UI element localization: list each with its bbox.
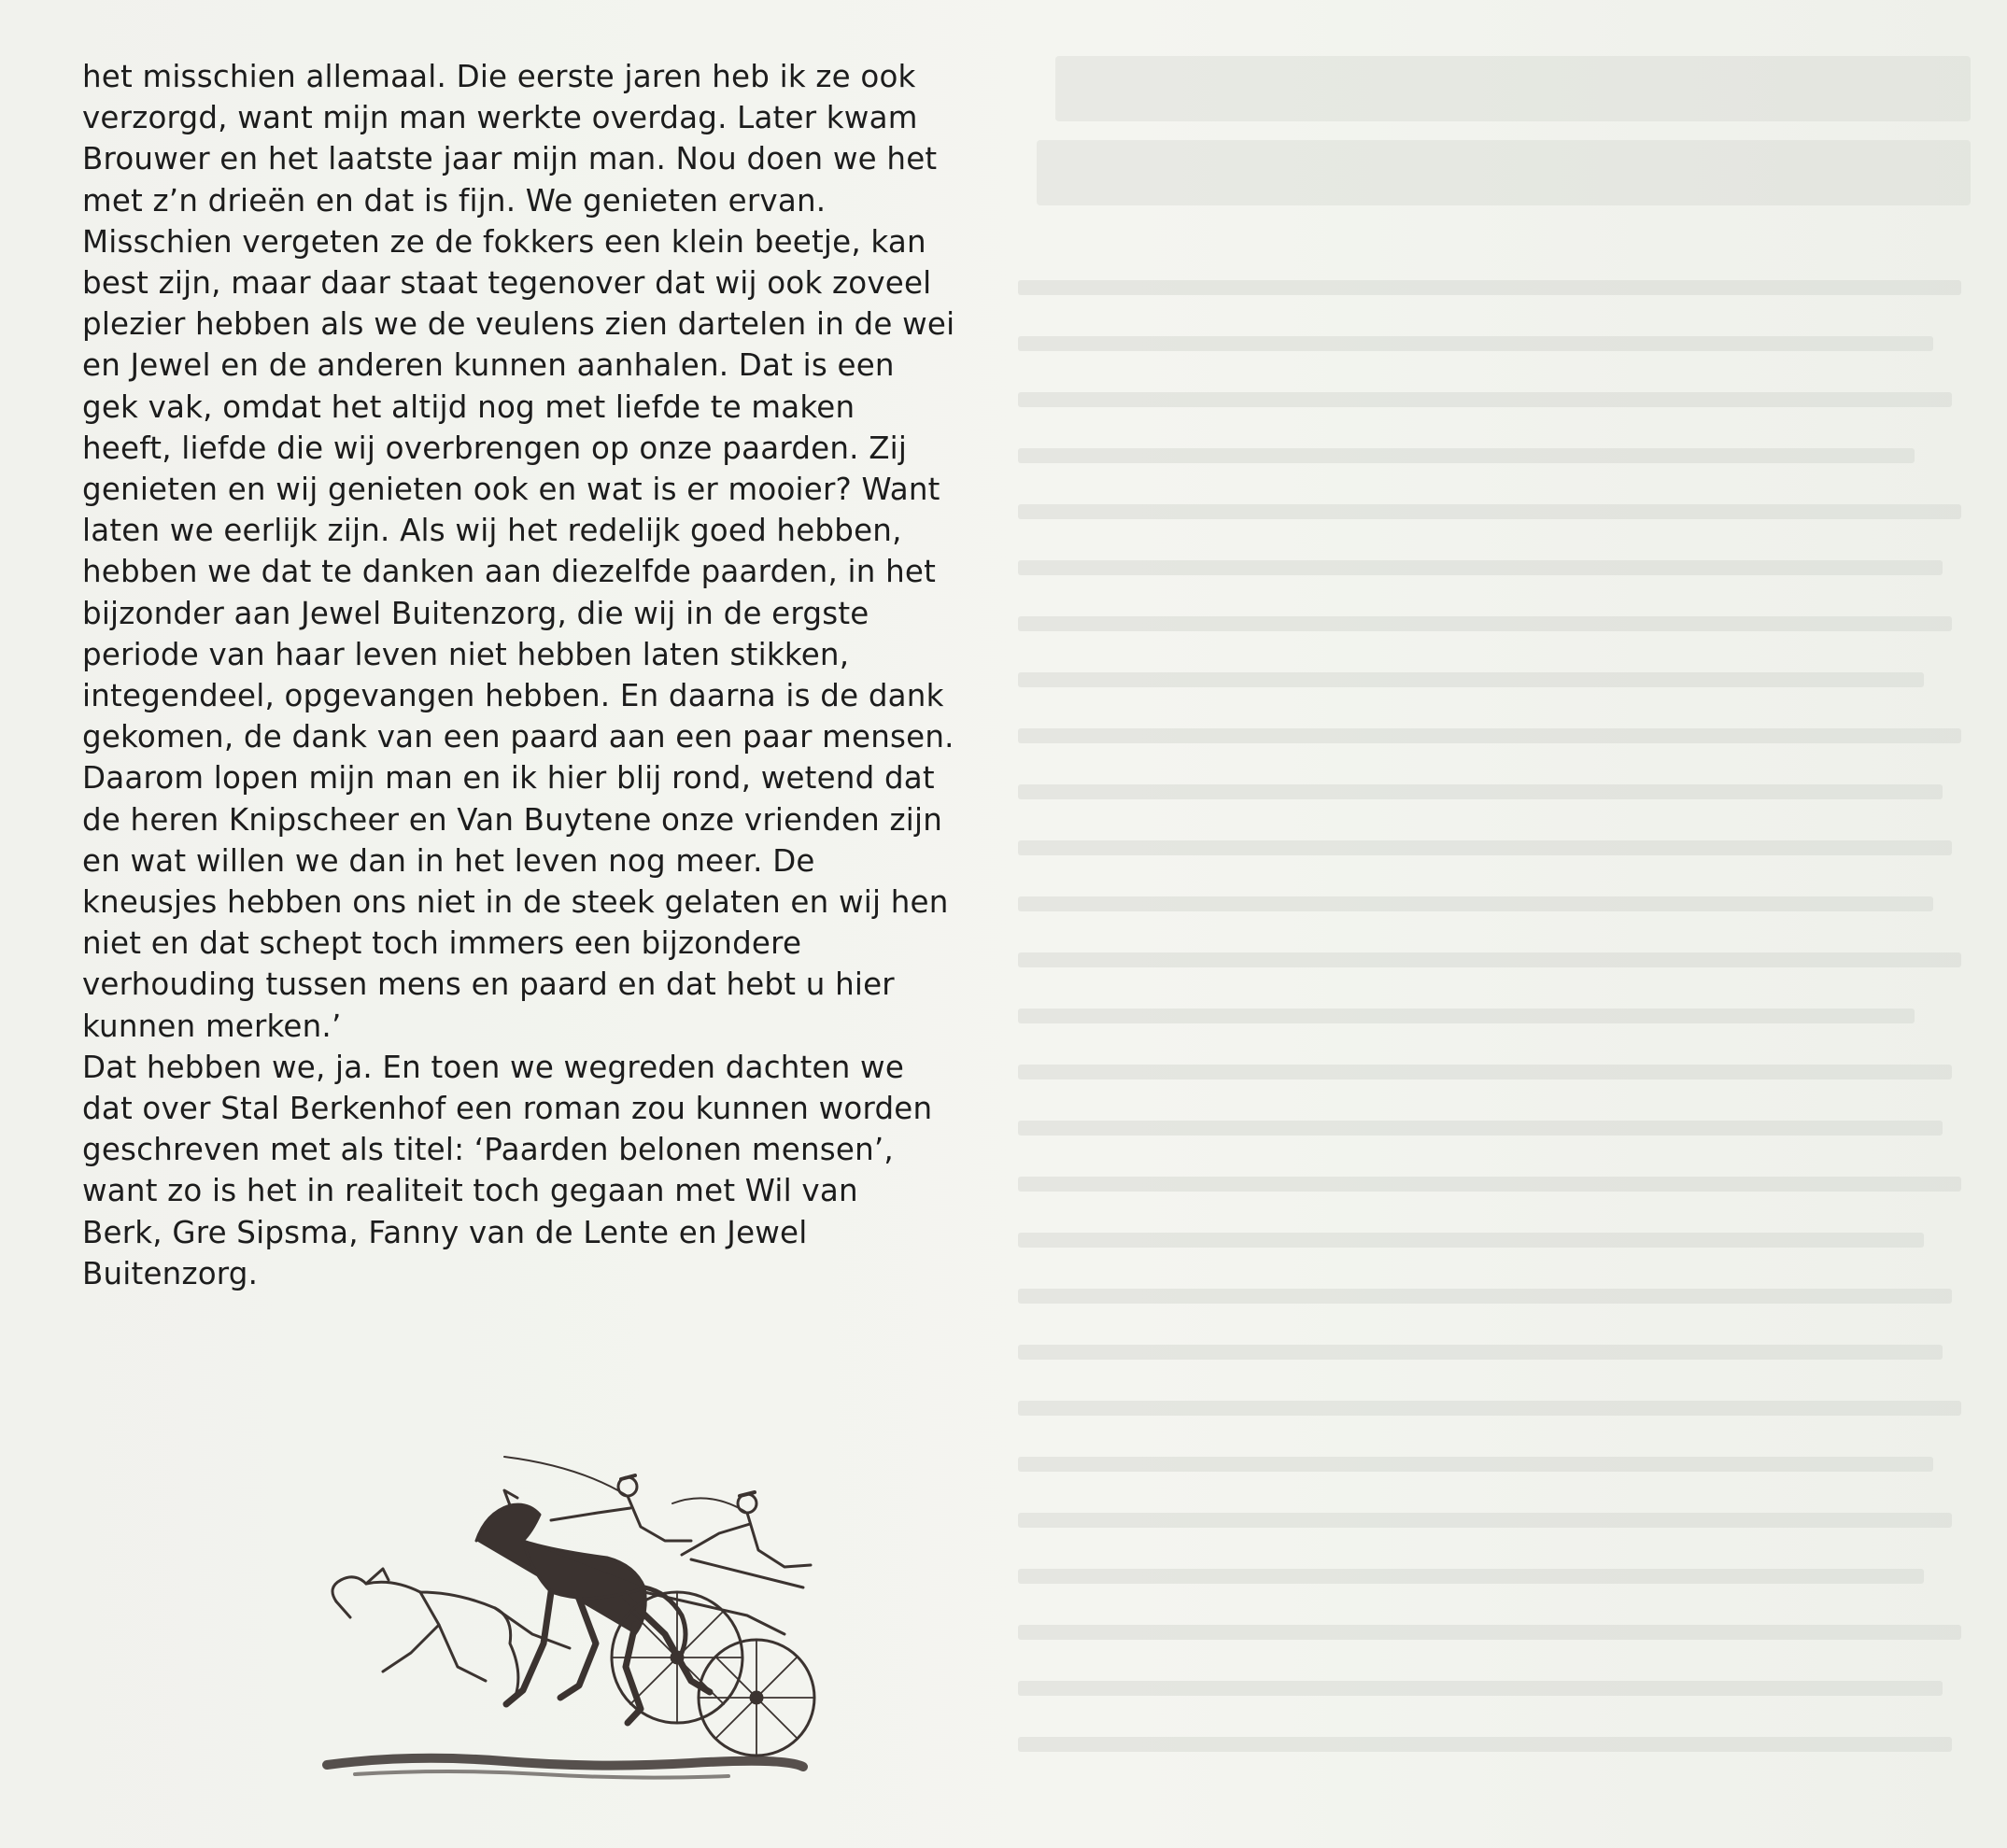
- text-line: het misschien allemaal. Die eerste jaren heb ik ze ook: [82, 59, 916, 94]
- text-line: dat over Stal Berkenhof een roman zou kunnen worden: [82, 1091, 933, 1127]
- text-line: verzorgd, want mijn man werkte overdag. Later kwam: [82, 100, 918, 136]
- text-line: de heren Knipscheer en Van Buytene onze vrienden zijn: [82, 801, 942, 838]
- text-line: gek vak, omdat het altijd nog met liefde te maken: [82, 388, 855, 425]
- text-line: Dat hebben we, ja. En toen we wegreden dachten we: [82, 1049, 905, 1085]
- text-line: periode van haar leven niet hebben laten stikken,: [82, 636, 850, 672]
- text-line: Buitenzorg.: [82, 1255, 259, 1291]
- text-line: Berk, Gre Sipsma, Fanny van de Lente en Jewel: [82, 1214, 808, 1250]
- text-line: plezier hebben als we de veulens zien dartelen in de wei: [82, 306, 955, 343]
- text-line: bijzonder aan Jewel Buitenzorg, die wij in de ergste: [82, 595, 869, 631]
- text-line: heeft, liefde die wij overbrengen op onze paarden. Zij: [82, 430, 908, 466]
- text-line: verhouding tussen mens en paard en dat hebt u hier: [82, 966, 895, 1003]
- text-line: Daarom lopen mijn man en ik hier blij rond, wetend dat: [82, 760, 935, 797]
- text-line: laten we eerlijk zijn. Als wij het redelijk goed hebben,: [82, 513, 902, 549]
- harness-racing-illustration: [299, 1401, 822, 1793]
- text-line: met z’n drieën en dat is fijn. We genieten ervan.: [82, 182, 827, 219]
- text-line: Misschien vergeten ze de fokkers een klein beetje, kan: [82, 223, 926, 260]
- text-line: en Jewel en de anderen kunnen aanhalen. Dat is een: [82, 347, 895, 384]
- text-line: genieten en wij genieten ook en wat is er mooier? Want: [82, 472, 940, 508]
- text-line: kunnen merken.’: [82, 1008, 342, 1044]
- text-line: en wat willen we dan in het leven nog meer. De: [82, 842, 815, 879]
- body-text: [82, 56, 1053, 1294]
- text-line: gekomen, de dank van een paard aan een paar mensen.: [82, 719, 954, 755]
- text-line: best zijn, maar daar staat tegenover dat wij ook zoveel: [82, 265, 932, 302]
- text-line: integendeel, opgevangen hebben. En daarna is de dank: [82, 678, 944, 714]
- text-line: want zo is het in realiteit toch gegaan met Wil van: [82, 1173, 858, 1209]
- text-line: niet en dat schept toch immers een bijzondere: [82, 925, 802, 962]
- text-line: Brouwer en het laatste jaar mijn man. Nou doen we het: [82, 141, 938, 177]
- text-line: kneusjes hebben ons niet in de steek gelaten en wij hen: [82, 884, 949, 921]
- reverse-page-show-through: [1018, 56, 1989, 1802]
- text-line: geschreven met als titel: ‘Paarden belonen mensen’,: [82, 1132, 894, 1168]
- text-line: hebben we dat te danken aan diezelfde paarden, in het: [82, 554, 937, 590]
